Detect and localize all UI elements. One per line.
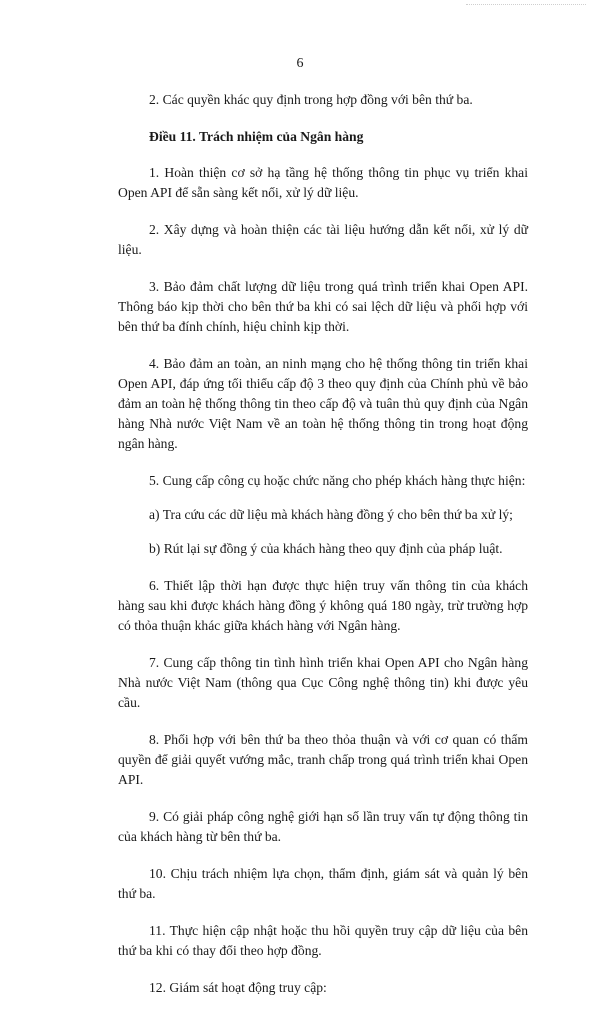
clause-paragraph: 10. Chịu trách nhiệm lựa chọn, thẩm định, giám sát và quản lý bên thứ ba.	[118, 866, 528, 901]
clause-paragraph: 4. Bảo đảm an toàn, an ninh mạng cho hệ thống thông tin triển khai Open API, đáp ứng tối thiểu cấp độ 3 theo quy định của Chính phủ về bảo đảm an toàn hệ thống thông tin theo cấp độ và tuân thủ quy định của Ngân hàng Nhà nước Việt Nam về an toàn hệ thống thông tin trong hoạt động ngân hàng.	[118, 356, 528, 451]
clause-paragraph: 1. Hoàn thiện cơ sở hạ tầng hệ thống thông tin phục vụ triển khai Open API để sẵn sàng kết nối, xử lý dữ liệu.	[118, 165, 528, 200]
clause-paragraph: 9. Có giải pháp công nghệ giới hạn số lần truy vấn tự động thông tin của khách hàng từ bên thứ ba.	[118, 809, 528, 844]
scan-artifact	[466, 4, 586, 8]
clause-paragraph: 3. Bảo đảm chất lượng dữ liệu trong quá trình triển khai Open API. Thông báo kịp thời cho bên thứ ba khi có sai lệch dữ liệu và phối hợp với bên thứ ba đính chính, hiệu chỉnh kịp thời.	[118, 279, 528, 334]
clause-paragraph: 7. Cung cấp thông tin tình hình triển khai Open API cho Ngân hàng Nhà nước Việt Nam (thông qua Cục Công nghệ thông tin) khi được yêu cầu.	[118, 655, 528, 710]
clause-paragraph: 5. Cung cấp công cụ hoặc chức năng cho phép khách hàng thực hiện:	[149, 473, 526, 488]
clause-paragraph: 2. Các quyền khác quy định trong hợp đồng với bên thứ ba.	[149, 92, 473, 107]
sub-clause-paragraph: a) Tra cứu các dữ liệu mà khách hàng đồng ý cho bên thứ ba xử lý;	[149, 507, 513, 522]
clause-paragraph: 11. Thực hiện cập nhật hoặc thu hồi quyền truy cập dữ liệu của bên thứ ba khi có thay đổi theo hợp đồng.	[118, 923, 528, 958]
article-heading: Điều 11. Trách nhiệm của Ngân hàng	[149, 129, 364, 144]
clause-paragraph: 12. Giám sát hoạt động truy cập:	[149, 980, 327, 995]
sub-clause-paragraph: b) Rút lại sự đồng ý của khách hàng theo quy định của pháp luật.	[149, 541, 503, 556]
document-body	[118, 90, 528, 1015]
clause-paragraph: 2. Xây dựng và hoàn thiện các tài liệu hướng dẫn kết nối, xử lý dữ liệu.	[118, 222, 528, 257]
page-number: 6	[296, 56, 304, 71]
clause-paragraph: 6. Thiết lập thời hạn được thực hiện truy vấn thông tin của khách hàng sau khi được khách hàng đồng ý không quá 180 ngày, trừ trường hợp có thỏa thuận khác giữa khách hàng với Ngân hàng.	[118, 578, 528, 633]
clause-paragraph: 8. Phối hợp với bên thứ ba theo thỏa thuận và với cơ quan có thẩm quyền để giải quyết vướng mắc, tranh chấp trong quá trình triển khai Open API.	[118, 732, 528, 787]
